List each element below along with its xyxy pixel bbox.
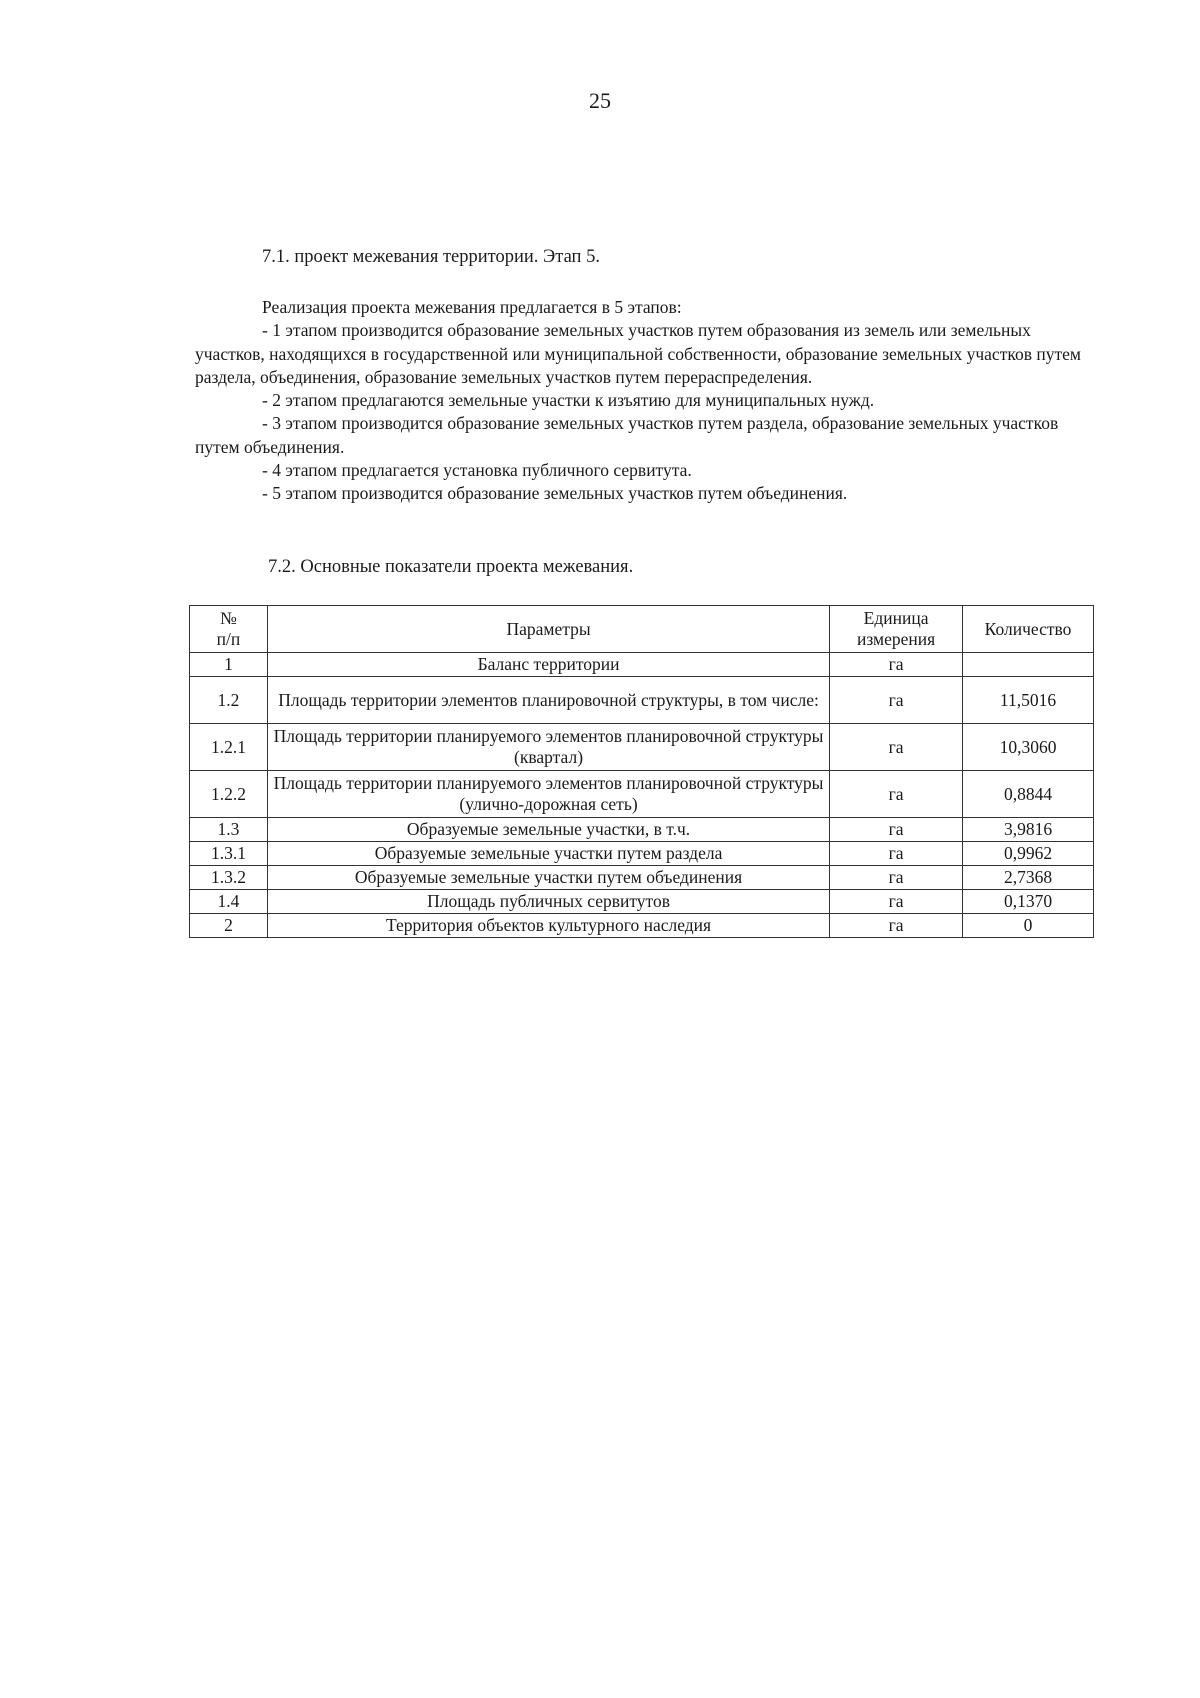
page-number: 25: [589, 88, 611, 113]
table-row: [190, 724, 1094, 771]
table-row: [190, 842, 1094, 866]
table-row: [190, 890, 1094, 914]
row-param: Образуемые земельные участки путем объединения: [267, 866, 829, 890]
row-qty: 0,1370: [963, 890, 1094, 914]
row-param: Баланс территории: [267, 653, 829, 677]
section-title: 7.1. проект межевания территории. Этап 5.: [262, 247, 600, 267]
stage-5-paragraph: - 5 этапом производится образование земельных участков путем объединения.: [262, 483, 848, 504]
header-num-line2: п/п: [216, 629, 241, 649]
row-unit: га: [830, 724, 963, 771]
row-num: 1.4: [190, 890, 268, 914]
table-header-row: [190, 606, 1094, 653]
row-num: 1.3.1: [190, 842, 268, 866]
row-qty: 3,9816: [963, 818, 1094, 842]
row-num: 1.2.2: [190, 771, 268, 818]
row-param: Территория объектов культурного наследия: [267, 914, 829, 938]
table-row: [190, 653, 1094, 677]
row-num: 1.3: [190, 818, 268, 842]
header-num-line1: №: [220, 608, 237, 628]
row-qty: 10,3060: [963, 724, 1094, 771]
stages-text: [195, 296, 1095, 506]
stage-2-paragraph: - 2 этапом предлагаются земельные участки к изъятию для муниципальных нужд.: [262, 390, 875, 411]
row-param: Образуемые земельные участки, в т.ч.: [267, 818, 829, 842]
header-qty: Количество: [963, 606, 1094, 653]
table-row: [190, 914, 1094, 938]
row-unit: га: [830, 771, 963, 818]
header-unit: [830, 606, 963, 653]
row-qty: 11,5016: [963, 677, 1094, 724]
header-unit-line2: измерения: [857, 629, 936, 649]
row-num: 1.2.1: [190, 724, 268, 771]
row-num: 1: [190, 653, 268, 677]
stage-4-paragraph: - 4 этапом предлагается установка публичного сервитута.: [262, 460, 692, 481]
header-unit-line1: Единица: [863, 608, 929, 628]
stage-3-paragraph: - 3 этапом производится образование земельных участков путем раздела, образование земельных участков путем объединения.: [195, 413, 1059, 457]
intro-paragraph: Реализация проекта межевания предлагается в 5 этапов:: [262, 297, 682, 317]
row-qty: 0,8844: [963, 771, 1094, 818]
header-num: [190, 606, 268, 653]
table-row: [190, 771, 1094, 818]
row-param: Площадь территории элементов планировочной структуры, в том числе:: [267, 677, 829, 724]
table-row: [190, 677, 1094, 724]
row-unit: га: [830, 677, 963, 724]
row-param: Образуемые земельные участки путем раздела: [267, 842, 829, 866]
row-param: Площадь территории планируемого элементов планировочной структуры (квартал): [267, 724, 829, 771]
stage-1-paragraph: - 1 этапом производится образование земельных участков путем образования из земель или земельных участков, находящихся в государственной или муниципальной собственности, образование земельных участков путем раздела, объединения, образование земельных участков путем перераспределения.: [195, 320, 1081, 387]
row-unit: га: [830, 914, 963, 938]
row-num: 2: [190, 914, 268, 938]
row-unit: га: [830, 866, 963, 890]
row-num: 1.3.2: [190, 866, 268, 890]
row-num: 1.2: [190, 677, 268, 724]
row-param: Площадь публичных сервитутов: [267, 890, 829, 914]
row-unit: га: [830, 818, 963, 842]
table-row: [190, 866, 1094, 890]
row-unit: га: [830, 890, 963, 914]
table-row: [190, 818, 1094, 842]
row-param: Площадь территории планируемого элементов планировочной структуры (улично-дорожная сеть): [267, 771, 829, 818]
row-unit: га: [830, 653, 963, 677]
header-param: Параметры: [267, 606, 829, 653]
row-qty: 0,9962: [963, 842, 1094, 866]
indicators-table: [189, 605, 1094, 938]
row-qty: 2,7368: [963, 866, 1094, 890]
row-qty: [963, 653, 1094, 677]
subsection-title: 7.2. Основные показатели проекта межевания.: [268, 557, 634, 577]
row-unit: га: [830, 842, 963, 866]
row-qty: 0: [963, 914, 1094, 938]
